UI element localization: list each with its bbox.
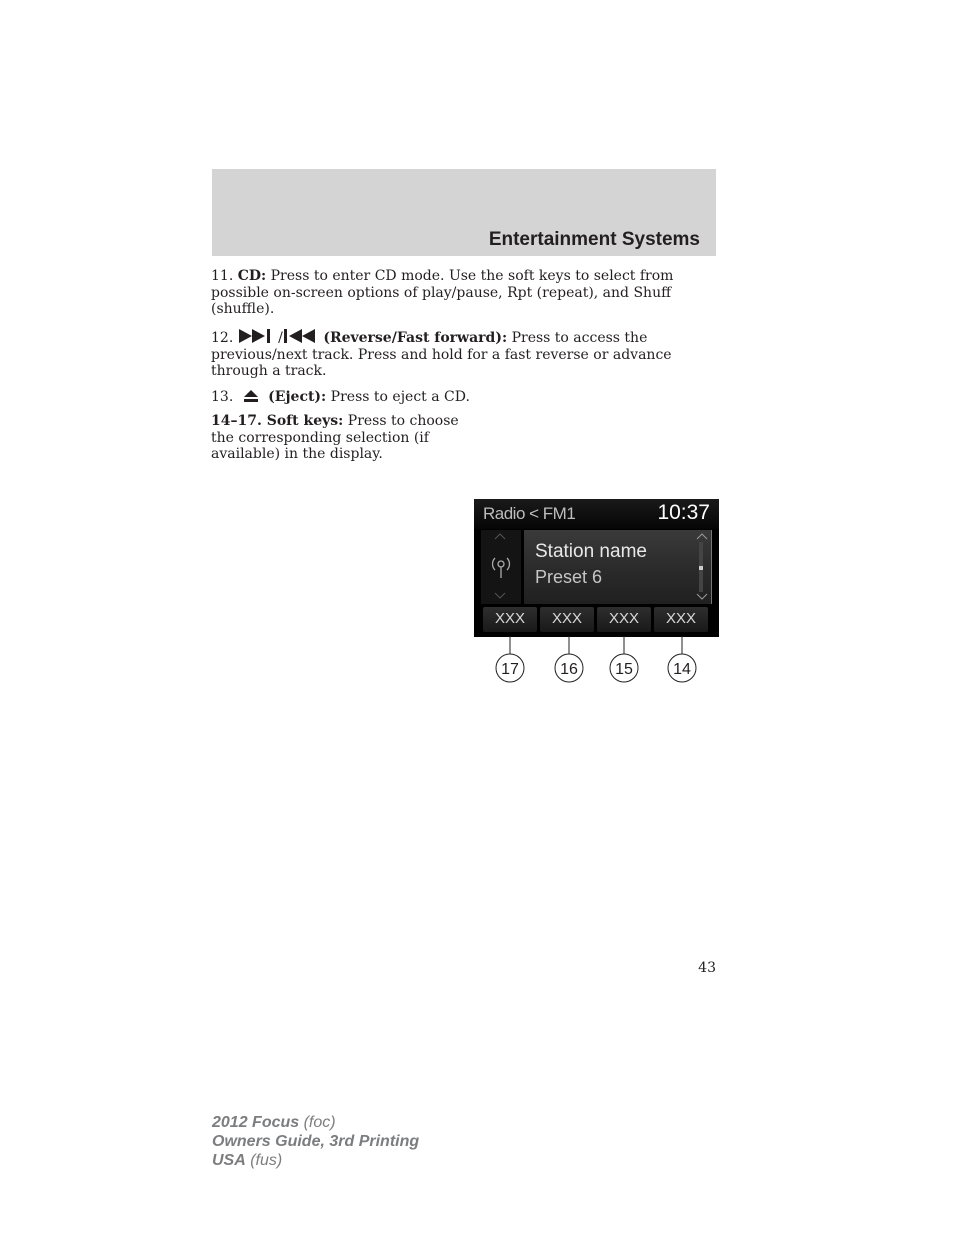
icon-separator: / [278,330,283,346]
softkey-17[interactable]: XXX [483,607,537,632]
softkey-15[interactable]: XXX [597,607,651,632]
item-number: 13. [211,389,234,405]
footer-line-2: Owners Guide, 3rd Printing [212,1133,420,1150]
item-14-17 [211,413,461,463]
display-title: Radio < FM1 [483,504,576,523]
callout-17 [496,636,524,682]
callout-number: 17 [501,661,519,678]
display-top-bar [474,499,719,529]
item-text: Press to access the previous/next track. Press and hold for a fast reverse or advance through a track. [211,330,672,379]
item-text: Press to choose the corresponding selection (if available) in the display. [211,413,459,462]
item-12 [211,328,717,380]
display-clock: 10:37 [657,501,710,524]
callout-16 [555,636,583,682]
footer [212,1113,419,1170]
header-band [212,169,716,256]
footer-model: 2012 Focus [212,1114,300,1131]
softkey-14[interactable]: XXX [654,607,708,632]
footer-line-3 [212,1151,419,1170]
item-term: CD: [237,268,267,284]
softkey-row [483,607,710,632]
footer-market: USA [212,1152,246,1169]
display-side-panel [481,530,521,604]
footer-market-code: (fus) [245,1152,283,1169]
chevron-up-icon [493,532,507,540]
scroll-thumb [699,566,703,570]
item-number: 11. [211,268,234,284]
page-number: 43 [698,960,716,976]
radio-display [474,499,719,637]
softkey-16[interactable]: XXX [540,607,594,632]
item-text: Press to eject a CD. [326,389,470,405]
callout-labels [474,636,719,688]
item-13 [211,389,717,406]
fast-forward-icon [238,328,274,344]
station-name: Station name [535,541,647,562]
callout-number: 15 [615,661,633,678]
section-title: Entertainment Systems [488,229,700,250]
display-main-panel [524,530,712,604]
item-11 [211,268,717,318]
callout-14 [668,636,696,682]
callout-number: 16 [560,661,578,678]
footer-model-code: (foc) [299,1114,336,1131]
chevron-up-icon [695,532,709,540]
item-term: 14–17. Soft keys: [211,413,344,429]
item-term: (Eject): [268,389,327,405]
item-text: Press to enter CD mode. Use the soft keys to select from possible on-screen options of play/pause, Rpt (repeat), and Shuff (shuffle). [211,268,674,317]
eject-icon [238,389,264,403]
item-number: 12. [211,330,234,346]
antenna-icon [487,553,515,579]
chevron-down-icon [493,592,507,600]
chevron-down-icon [695,593,709,601]
preset-label: Preset 6 [535,567,603,587]
footer-line-1 [212,1113,419,1132]
reverse-icon [283,328,319,344]
callout-15 [610,636,638,682]
callout-number: 14 [673,661,691,678]
item-term: (Reverse/Fast forward): [323,330,508,346]
